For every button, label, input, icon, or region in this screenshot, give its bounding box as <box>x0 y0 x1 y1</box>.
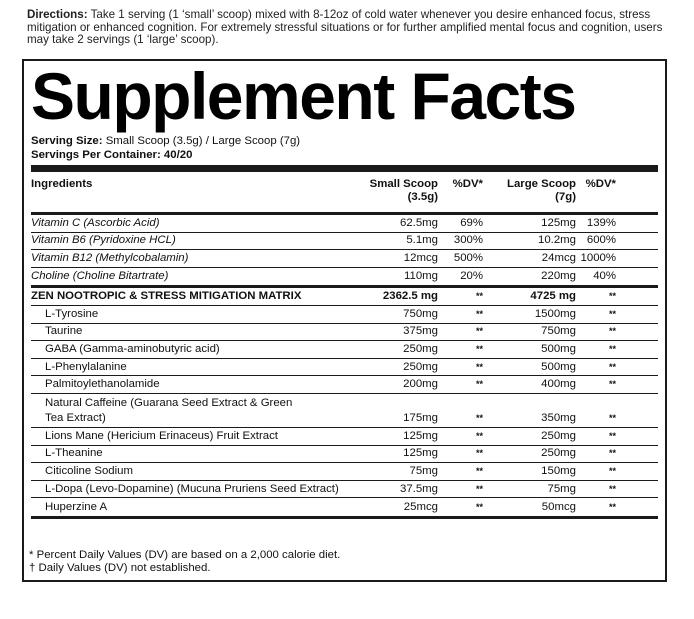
matrix-section <box>31 288 658 516</box>
supplement-facts-panel <box>22 59 667 582</box>
serving-size-value: Small Scoop (3.5g) / Large Scoop (7g) <box>102 135 301 147</box>
header-large-scoop: Large Scoop (7g) <box>507 178 576 203</box>
serving-size <box>31 135 658 149</box>
panel-title: Supplement Facts <box>31 59 576 133</box>
table-row: Taurine 375mg ** 750mg ** <box>31 324 658 342</box>
table-row: Palmitoylethanolamide 200mg ** 400mg ** <box>31 376 658 394</box>
directions-body: Take 1 serving (1 ‘small’ scoop) mixed with 8-12oz of cold water whenever you desire enhanced focus, stress mitigation or enhanced cognition. For extremely stressful situations or for further amplified mental focus and cognition, users may take 2 servings (1 ‘large’ scoop). <box>27 8 663 47</box>
divider-thick <box>31 165 658 172</box>
header-small-scoop: Small Scoop (3.5g) <box>369 178 438 203</box>
divider-medium <box>31 516 658 519</box>
table-row: L-Theanine 125mg ** 250mg ** <box>31 446 658 464</box>
header-dv-large: %DV* <box>585 178 616 190</box>
table-row: Lions Mane (Hericium Erinaceus) Fruit Extract 125mg ** 250mg ** <box>31 428 658 446</box>
table-row: Vitamin C (Ascorbic Acid) 62.5mg 69% 125mg 139% <box>31 215 658 233</box>
servings-per-container: Servings Per Container: 40/20 <box>31 148 193 161</box>
footnote-dv: * Percent Daily Values (DV) are based on a 2,000 calorie diet. <box>29 549 341 561</box>
table-row: Natural Caffeine (Guarana Seed Extract & Green Tea Extract) 175mg ** 350mg ** <box>31 394 658 428</box>
footnote-not-established: † Daily Values (DV) not established. <box>29 562 211 574</box>
table-row: Vitamin B6 (Pyridoxine HCL) 5.1mg 300% 10.2mg 600% <box>31 233 658 251</box>
header-ingredients: Ingredients <box>31 178 93 190</box>
table-row: L-Phenylalanine 250mg ** 500mg ** <box>31 359 658 377</box>
directions-text <box>27 9 677 47</box>
column-headers <box>31 172 658 212</box>
matrix-header-row: ZEN NOOTROPIC & STRESS MITIGATION MATRIX 2362.5 mg ** 4725 mg ** <box>31 288 658 306</box>
table-row: GABA (Gamma-aminobutyric acid) 250mg ** 500mg ** <box>31 341 658 359</box>
serving-info <box>31 135 658 162</box>
serving-size-label: Serving Size: <box>31 135 103 147</box>
table-row: Choline (Choline Bitartrate) 110mg 20% 220mg 40% <box>31 270 616 283</box>
directions-label: Directions: <box>27 8 88 21</box>
footnotes <box>29 549 340 575</box>
header-dv-small: %DV* <box>452 178 483 190</box>
table-row: Citicoline Sodium 75mg ** 150mg ** <box>31 463 658 481</box>
table-row: L-Dopa (Levo-Dopamine) (Mucuna Pruriens Seed Extract) 37.5mg ** 75mg ** <box>31 481 658 499</box>
vitamins-section <box>31 215 658 285</box>
table-row: Huperzine A 25mcg ** 50mcg ** <box>45 500 616 513</box>
table-row: L-Tyrosine 750mg ** 1500mg ** <box>31 306 658 324</box>
table-row: Vitamin B12 (Methylcobalamin) 12mcg 500% 24mcg 1000% <box>31 250 658 268</box>
